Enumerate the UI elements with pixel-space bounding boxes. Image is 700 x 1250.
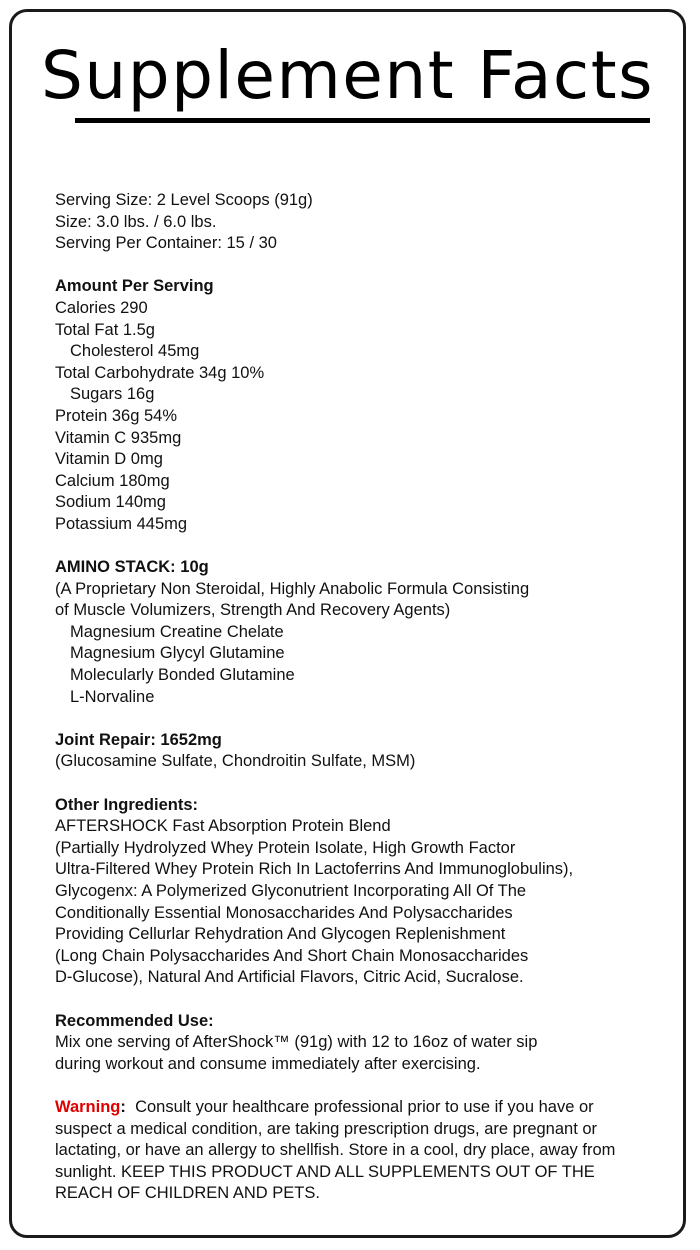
nutrient-sodium: Sodium 140mg: [55, 493, 166, 512]
nutrient-cholesterol: Cholesterol 45mg: [70, 342, 200, 361]
amino-stack-heading: AMINO STACK: 10g: [55, 558, 209, 577]
joint-repair-description: (Glucosamine Sulfate, Chondroitin Sulfate, MSM): [55, 752, 416, 771]
amino-stack-section: [55, 557, 675, 708]
ingredients-line: Providing Cellurlar Rehydration And Glycogen Replenishment: [55, 925, 506, 944]
nutrient-protein: Protein 36g 54%: [55, 406, 178, 425]
nutrient-potassium: Potassium 445mg: [55, 514, 188, 533]
recommended-use-line: Mix one serving of AfterShock™ (91g) with 12 to 16oz of water sip: [55, 1033, 538, 1052]
facts-content: [55, 190, 675, 1205]
title-divider: [75, 118, 650, 123]
container-size: Size: 3.0 lbs. / 6.0 lbs.: [55, 212, 217, 231]
nutrient-sugars: Sugars 16g: [70, 385, 155, 404]
nutrient-vitamin-d: Vitamin D 0mg: [55, 450, 163, 469]
amount-per-serving-heading: Amount Per Serving: [55, 277, 214, 296]
servings-per-container: Serving Per Container: 15 / 30: [55, 234, 277, 253]
serving-info: [55, 190, 675, 255]
warning-first-line: [55, 1097, 675, 1119]
ingredients-line: Conditionally Essential Monosaccharides And Polysaccharides: [55, 903, 513, 922]
joint-repair-section: [55, 730, 675, 773]
warning-line: REACH OF CHILDREN AND PETS.: [55, 1184, 320, 1203]
amino-stack-item: Magnesium Glycyl Glutamine: [70, 644, 285, 663]
nutrient-total-fat: Total Fat 1.5g: [55, 320, 155, 339]
amino-stack-description-line: of Muscle Volumizers, Strength And Recovery Agents): [55, 601, 451, 620]
joint-repair-heading: Joint Repair: 1652mg: [55, 730, 222, 749]
nutrient-total-carbohydrate: Total Carbohydrate 34g 10%: [55, 363, 265, 382]
warning-text: Consult your healthcare professional prior to use if you have or: [135, 1097, 594, 1116]
nutrient-vitamin-c: Vitamin C 935mg: [55, 428, 182, 447]
warning-colon: :: [120, 1097, 126, 1116]
ingredients-line: (Partially Hydrolyzed Whey Protein Isolate, High Growth Factor: [55, 838, 516, 857]
spacer: [55, 255, 675, 277]
ingredients-line: Glycogenx: A Polymerized Glyconutrient Incorporating All Of The: [55, 882, 527, 900]
warning-label: Warning: [55, 1097, 121, 1116]
spacer: [55, 708, 675, 730]
nutrient-calcium: Calcium 180mg: [55, 471, 170, 490]
amino-stack-item: Magnesium Creatine Chelate: [70, 622, 284, 641]
amino-stack-description-line: (A Proprietary Non Steroidal, Highly Anabolic Formula Consisting: [55, 579, 530, 598]
recommended-use-heading: Recommended Use:: [55, 1011, 214, 1030]
ingredients-line: D-Glucose), Natural And Artificial Flavors, Citric Acid, Sucralose.: [55, 968, 524, 987]
recommended-use-line: during workout and consume immediately after exercising.: [55, 1054, 481, 1073]
spacer: [55, 536, 675, 558]
recommended-use-section: [55, 1011, 675, 1076]
ingredients-line: (Long Chain Polysaccharides And Short Chain Monosaccharides: [55, 946, 529, 965]
spacer: [55, 989, 675, 1011]
ingredients-line: AFTERSHOCK Fast Absorption Protein Blend: [55, 817, 391, 836]
serving-size: Serving Size: 2 Level Scoops (91g): [55, 191, 313, 209]
warning-line: lactating, or have an allergy to shellfish. Store in a cool, dry place, away from: [55, 1141, 616, 1160]
amino-stack-item: Molecularly Bonded Glutamine: [70, 666, 295, 685]
page-title: Supplement Facts: [41, 37, 654, 114]
amount-per-serving-section: [55, 276, 675, 535]
spacer: [55, 773, 675, 795]
other-ingredients-section: [55, 795, 675, 989]
warning-line: sunlight. KEEP THIS PRODUCT AND ALL SUPPLEMENTS OUT OF THE: [55, 1162, 595, 1181]
spacer: [55, 1075, 675, 1097]
other-ingredients-heading: Other Ingredients:: [55, 795, 199, 814]
nutrient-calories: Calories 290: [55, 298, 148, 317]
warning-section: [55, 1097, 675, 1205]
amino-stack-item: L-Norvaline: [70, 687, 155, 706]
warning-line: suspect a medical condition, are taking prescription drugs, are pregnant or: [55, 1119, 598, 1138]
ingredients-line: Ultra-Filtered Whey Protein Rich In Lactoferrins And Immunoglobulins),: [55, 860, 574, 879]
